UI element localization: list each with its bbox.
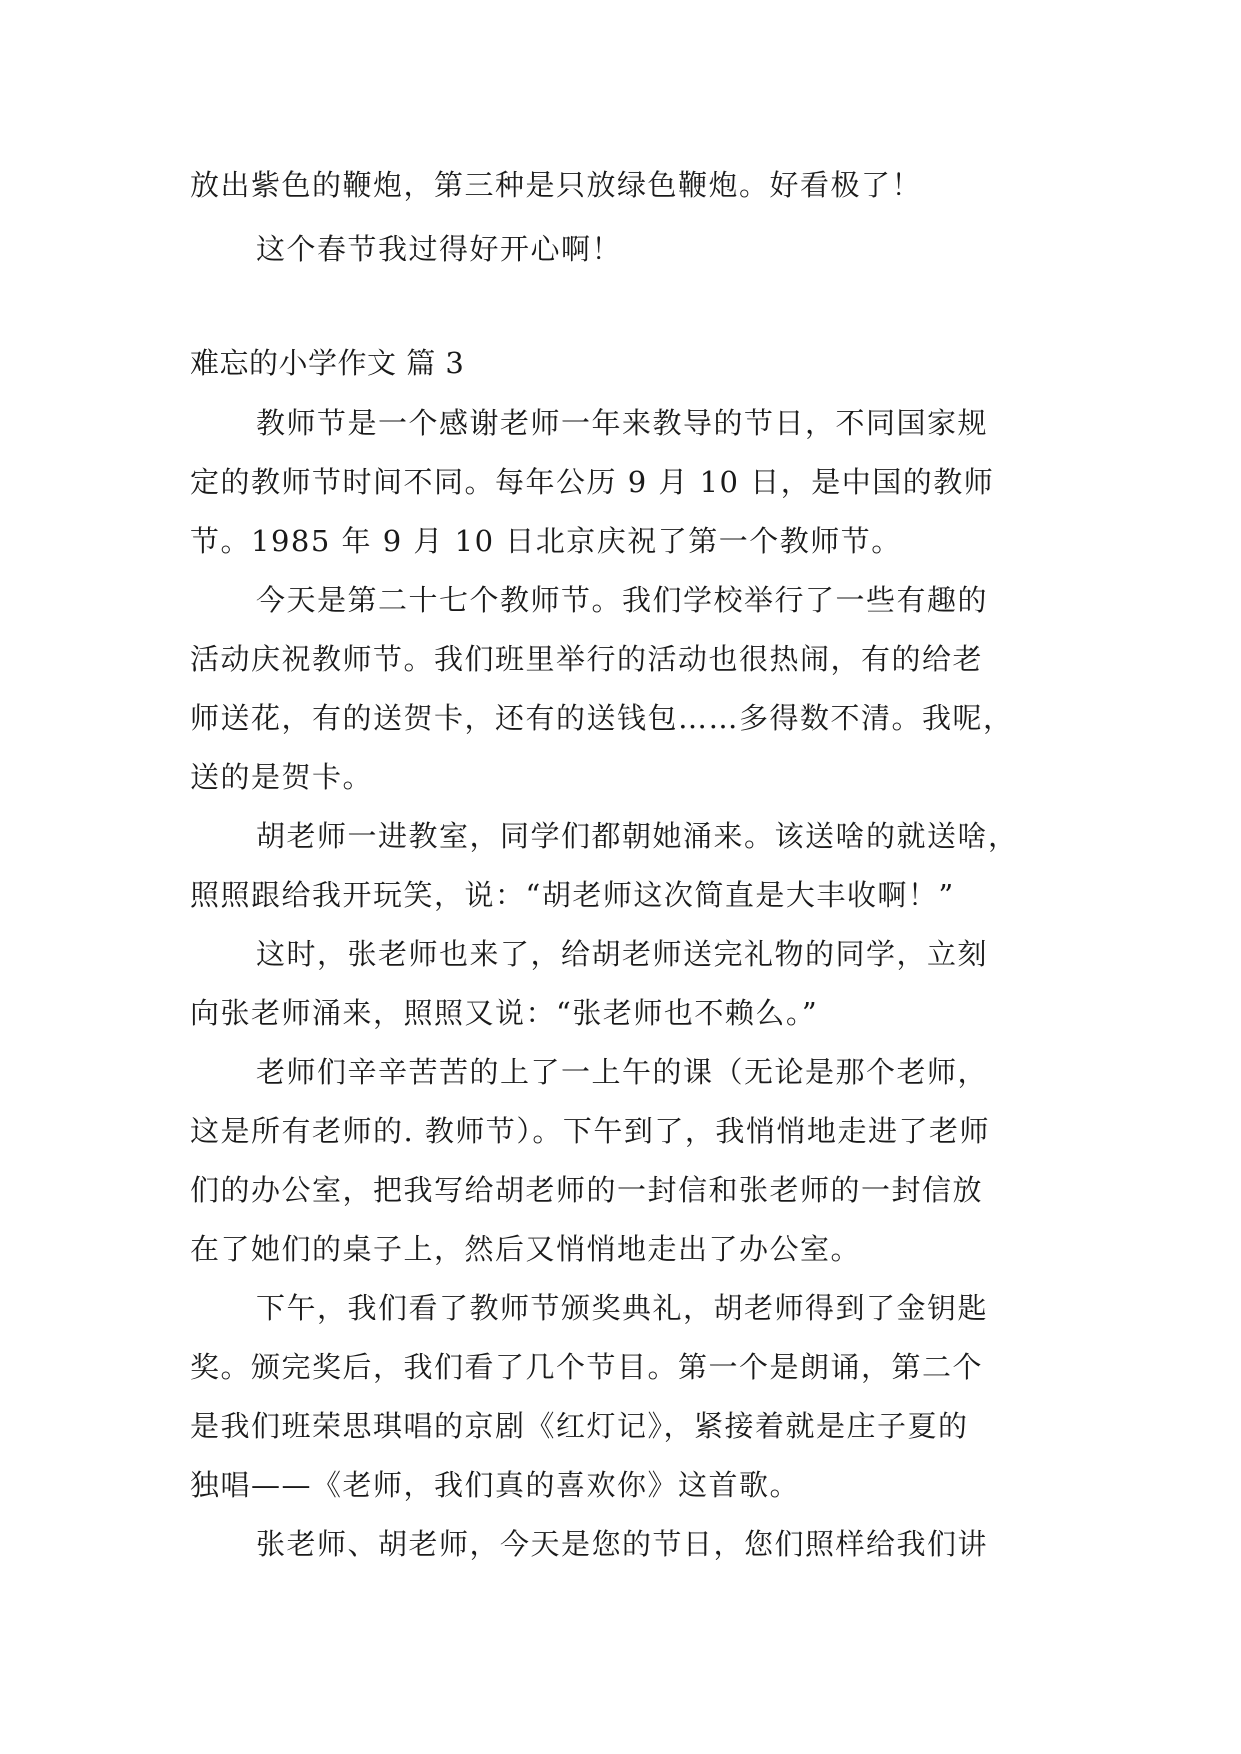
text-line-22: 独唱——《老师，我们真的喜欢你》这首歌。 [190,1468,801,1502]
text-line-9: 师送花，有的送贺卡，还有的送钱包……多得数不清。我呢， [190,701,1014,735]
text-line-10: 送的是贺卡。 [190,760,374,794]
text-line-11: 胡老师一进教室，同学们都朝她涌来。该送啥的就送啥， [256,819,1019,853]
text-line-21: 是我们班荣思琪唱的京剧《红灯记》，紧接着就是庄子夏的 [190,1409,969,1443]
section-heading: 难忘的小学作文 篇 3 [190,346,465,380]
text-line-13: 这时，张老师也来了，给胡老师送完礼物的同学，立刻 [256,937,989,971]
text-line-23: 张老师、胡老师，今天是您的节日，您们照样给我们讲 [256,1527,989,1561]
text-line-5: 定的教师节时间不同。每年公历 9 月 10 日，是中国的教师 [190,465,995,499]
text-line-16: 这是所有老师的. 教师节）。下午到了，我悄悄地走进了老师 [190,1114,990,1148]
text-line-6: 节。1985 年 9 月 10 日北京庆祝了第一个教师节。 [190,524,902,558]
text-line-7: 今天是第二十七个教师节。我们学校举行了一些有趣的 [256,583,989,617]
text-line-19: 下午，我们看了教师节颁奖典礼，胡老师得到了金钥匙 [256,1291,989,1325]
text-line-1: 放出紫色的鞭炮，第三种是只放绿色鞭炮。好看极了！ [190,168,923,202]
text-line-2: 这个春节我过得好开心啊！ [256,232,623,266]
text-line-4: 教师节是一个感谢老师一年来教导的节日，不同国家规 [256,406,989,440]
text-line-12: 照照跟给我开玩笑，说：“胡老师这次简直是大丰收啊！” [190,878,955,912]
text-line-8: 活动庆祝教师节。我们班里举行的活动也很热闹，有的给老 [190,642,984,676]
text-line-20: 奖。颁完奖后，我们看了几个节目。第一个是朗诵，第二个 [190,1350,984,1384]
text-line-15: 老师们辛辛苦苦的上了一上午的课（无论是那个老师， [256,1055,989,1089]
text-line-18: 在了她们的桌子上，然后又悄悄地走出了办公室。 [190,1232,862,1266]
text-line-17: 们的办公室，把我写给胡老师的一封信和张老师的一封信放 [190,1173,984,1207]
text-line-14: 向张老师涌来，照照又说：“张老师也不赖么。” [190,996,819,1030]
